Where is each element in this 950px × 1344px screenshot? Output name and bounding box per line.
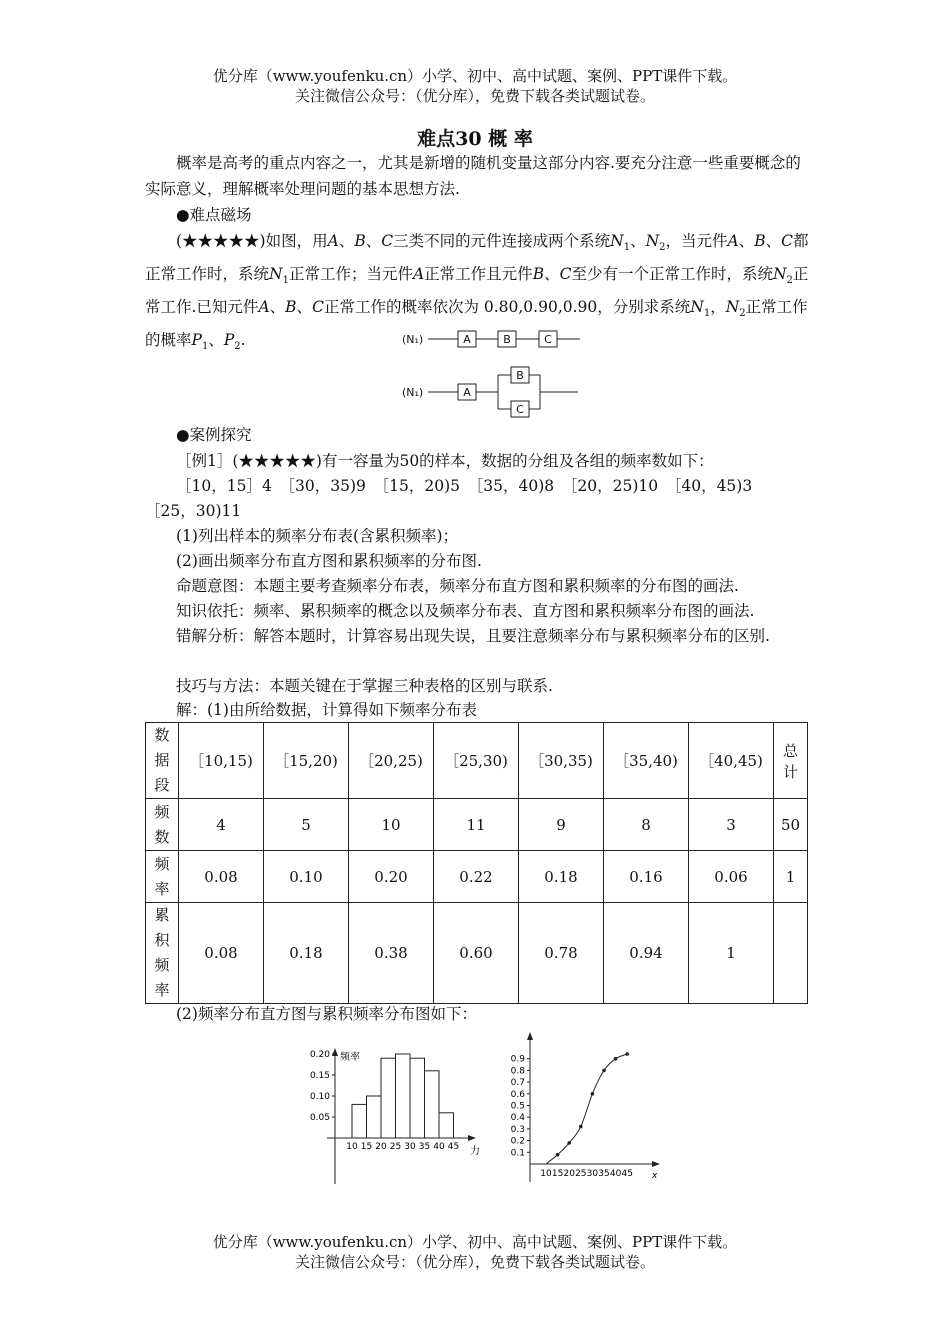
error-analysis-text: 错解分析：解答本题时，计算容易出现失误，且要注意频率分布与累积频率分布的区别.: [176, 627, 770, 645]
x-tick-label: 15: [360, 1142, 373, 1152]
footer-line-1: 优分库（www.youfenku.cn）小学、初中、高中试题、案例、PPT课件下载。: [212, 1233, 738, 1251]
x-tick-label: 40: [433, 1142, 445, 1152]
x-tick-label: 10: [540, 1169, 552, 1179]
table-row-frequency: [146, 851, 808, 903]
table-cell: 1: [689, 903, 774, 1004]
section-difficulty-heading: ●难点磁场: [176, 206, 252, 224]
table-cell: 0.18: [264, 903, 349, 1004]
row-head-count: 频 数: [146, 799, 179, 851]
x-axis-arrow: [468, 1135, 476, 1141]
y-tick-label: 0.5: [510, 1101, 525, 1112]
example-intro: ［例1］(★★★★★)有一容量为50的样本，数据的分组及各组的频率数如下：: [176, 452, 714, 470]
y-tick-label: 0.8: [510, 1066, 525, 1077]
row-head-frequency: 频 率: [146, 851, 179, 903]
histogram-chart: [290, 1030, 500, 1190]
table-cell: 4: [179, 799, 264, 851]
x-axis-arrow: [652, 1161, 660, 1167]
system2-label: (N₁): [402, 386, 424, 399]
histogram-bar: [425, 1071, 440, 1138]
table-cell: 0.06: [689, 851, 774, 903]
table-cell: 5: [264, 799, 349, 851]
histogram-bar: [439, 1113, 454, 1138]
table-cell: [774, 903, 808, 1004]
y-tick-label: 0.20: [309, 1050, 330, 1060]
frequency-table: [145, 722, 808, 1004]
system2-box-b: [511, 367, 529, 383]
x-tick-label: 25: [575, 1169, 587, 1179]
y-tick-label: 0.7: [510, 1078, 525, 1089]
y-tick-label: 0.10: [309, 1092, 330, 1102]
x-tick-label: 45: [447, 1142, 460, 1152]
x-tick-label: 45: [621, 1169, 633, 1179]
histogram-bar: [352, 1104, 367, 1138]
svg-text:C: C: [544, 333, 552, 346]
table-row-intervals: [146, 723, 808, 799]
data-point: [579, 1125, 583, 1129]
table-cell: ［15,20): [264, 723, 349, 799]
data-point: [567, 1141, 571, 1145]
y-axis-arrow: [527, 1032, 533, 1040]
table-cell: 50: [774, 799, 808, 851]
y-tick-label: 0.3: [510, 1124, 525, 1135]
data-point: [614, 1057, 618, 1061]
basis-text: 知识依托：频率、累积频率的概念以及频率分布表、直方图和累积频率分布图的画法.: [176, 602, 755, 620]
row-head-interval: 数 据 段: [146, 723, 179, 799]
intro-paragraph: 概率是高考的重点内容之一，尤其是新增的随机变量这部分内容.要充分注意一些重要概念的实际意义，理解概率处理问题的基本思想方法.: [145, 154, 801, 198]
cumulative-chart: [500, 1028, 700, 1188]
histogram-bar: [396, 1054, 411, 1138]
total-head: 总 计: [774, 723, 808, 799]
x-tick-label: 35: [418, 1142, 431, 1152]
y-tick-label: 0.4: [510, 1113, 525, 1124]
skill-text: 技巧与方法：本题关键在于掌握三种表格的区别与联系.: [176, 677, 553, 695]
question-2: (2)画出频率分布直方图和累积频率的分布图.: [176, 552, 482, 570]
data-point: [556, 1153, 560, 1157]
table-cell: 0.60: [434, 903, 519, 1004]
page-header: [0, 66, 950, 106]
table-cell: 11: [434, 799, 519, 851]
table-cell: 0.08: [179, 851, 264, 903]
question-1: (1)列出样本的频率分布表(含累积频率)；: [176, 527, 459, 545]
svg-text:B: B: [516, 369, 524, 382]
table-cell: ［20,25): [349, 723, 434, 799]
data-point: [602, 1069, 606, 1073]
histogram-bar: [410, 1058, 425, 1138]
data-point: [591, 1092, 595, 1096]
table-cell: 0.18: [519, 851, 604, 903]
row-head-cumulative: 累 积 频 率: [146, 903, 179, 1004]
histogram-bar: [367, 1096, 382, 1138]
svg-text:A: A: [463, 386, 471, 399]
y-tick-label: 0.1: [510, 1148, 525, 1159]
y-tick-label: 0.2: [510, 1136, 525, 1147]
system1-label: (N₁): [402, 333, 424, 346]
table-cell: 0.22: [434, 851, 519, 903]
table-cell: ［25,30): [434, 723, 519, 799]
y-tick-label: 0.05: [309, 1113, 330, 1123]
table-cell: 0.10: [264, 851, 349, 903]
table-cell: 0.16: [604, 851, 689, 903]
x-tick-label: 35: [598, 1169, 610, 1179]
table-cell: 1: [774, 851, 808, 903]
x-tick-label: 40: [609, 1169, 622, 1179]
svg-text:B: B: [503, 333, 511, 346]
y-tick-label: 0.6: [510, 1089, 525, 1100]
system2-box-c: [511, 401, 529, 417]
y-tick-label: 0.15: [309, 1071, 330, 1081]
table-cell: 0.94: [604, 903, 689, 1004]
cumulative-curve: [546, 1054, 627, 1164]
table-cell: ［30,35): [519, 723, 604, 799]
svg-text:A: A: [463, 333, 471, 346]
x-tick-label: 10: [346, 1142, 358, 1152]
system2-box-a: [458, 384, 476, 400]
histogram-bar: [381, 1058, 396, 1138]
solution-1: 解：(1)由所给数据，计算得如下频率分布表: [176, 701, 477, 719]
table-cell: 10: [349, 799, 434, 851]
solution-2: (2)频率分布直方图与累积频率分布图如下：: [176, 1005, 477, 1023]
table-cell: 0.78: [519, 903, 604, 1004]
x-tick-label: 30: [586, 1169, 599, 1179]
header-line-1: 优分库（www.youfenku.cn）小学、初中、高中试题、案例、PPT课件下载。: [212, 67, 738, 85]
x-tick-label: 15: [551, 1169, 564, 1179]
table-cell: ［10,15): [179, 723, 264, 799]
example-data-line: ［10，15］4 ［30，35)9 ［15，20)5 ［35，40)8 ［20，25)10 ［40，45)3: [176, 477, 753, 495]
data-point: [625, 1052, 629, 1056]
table-row-cumulative: [146, 903, 808, 1004]
y-axis-label: 频率: [340, 1052, 360, 1063]
intent-text: 命题意图：本题主要考查频率分布表，频率分布直方图和累积频率的分布图的画法.: [176, 577, 739, 595]
footer-line-2: 关注微信公众号：（优分库），免费下载各类试题试卷。: [294, 1253, 655, 1271]
header-line-2: 关注微信公众号：（优分库），免费下载各类试题试卷。: [294, 87, 655, 105]
table-cell: 3: [689, 799, 774, 851]
table-row-counts: [146, 799, 808, 851]
table-cell: 0.08: [179, 903, 264, 1004]
page-title: 难点30 概 率: [417, 128, 533, 150]
x-axis-label: 力: [470, 1146, 480, 1157]
table-cell: 0.20: [349, 851, 434, 903]
table-cell: 9: [519, 799, 604, 851]
table-cell: 0.38: [349, 903, 434, 1004]
y-axis-arrow: [332, 1048, 338, 1056]
x-axis-label: x: [652, 1171, 658, 1181]
page-footer: [0, 1232, 950, 1272]
y-tick-label: 0.9: [510, 1054, 525, 1065]
section-case-heading: ●案例探究: [176, 426, 252, 444]
problem-paragraph: (★★★★★)如图，用A、B、C三类不同的元件连接成两个系统$N_1$、$N_2$，当元件A、B、C都正常工作时，系统$N_1$正常工作；当元件A正常工作且元件B、C至少有一个正常工作时，系统$N_2$正常工作.已知元件A、B、C正常工作的概率依次为 0.80,0.90,0.90，分别求系统$N_1$，$N_2$正常工作的概率$P_1$、$P_2$.: [145, 232, 809, 353]
table-cell: 8: [604, 799, 689, 851]
table-cell: ［40,45): [689, 723, 774, 799]
x-tick-label: 20: [375, 1142, 387, 1152]
x-tick-label: 30: [404, 1142, 416, 1152]
svg-text:C: C: [516, 403, 524, 416]
x-tick-label: 25: [389, 1142, 402, 1152]
example-data-line-2: ［25，30)11: [145, 502, 242, 520]
table-cell: ［35,40): [604, 723, 689, 799]
x-tick-label: 20: [563, 1169, 575, 1179]
